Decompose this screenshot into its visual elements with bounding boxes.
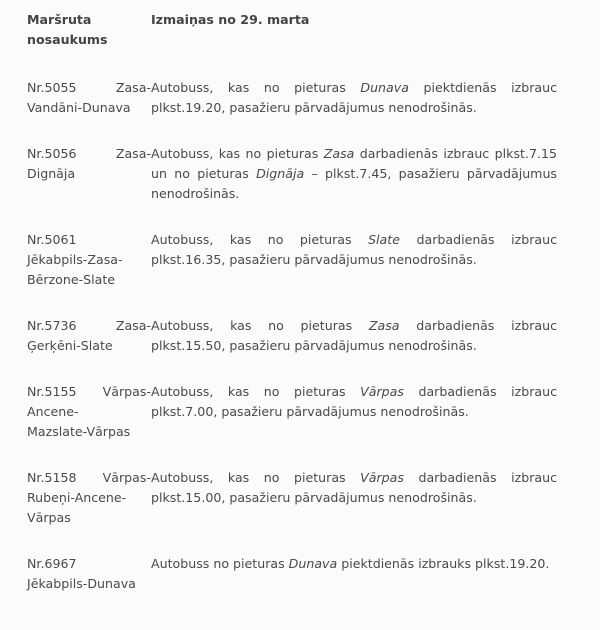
table-row xyxy=(27,78,557,118)
change-description-cell xyxy=(151,468,557,528)
route-changes-table xyxy=(27,10,557,594)
row-spacer xyxy=(27,356,557,382)
description-text: – plkst.7.45, pasažieru pārvadājumus nenodrošinās. xyxy=(151,166,557,201)
table-row xyxy=(27,382,557,442)
route-name-cell xyxy=(27,78,151,118)
route-name-line: Jēkabpils-Dunava xyxy=(27,576,136,591)
header-route-name xyxy=(27,10,151,50)
route-name xyxy=(27,144,151,184)
stop-name: Dunava xyxy=(288,556,338,571)
route-name xyxy=(27,382,151,442)
route-name-cell xyxy=(27,144,151,204)
table-row xyxy=(27,554,557,594)
change-description xyxy=(151,554,557,574)
route-name-line: Jēkabpils-Zasa- xyxy=(27,252,123,267)
route-name-cell xyxy=(27,382,151,442)
description-text: piektdienās izbrauc plkst.19.20, pasažieru pārvadājumus nenodrošinās. xyxy=(151,80,557,115)
stop-name: Slate xyxy=(368,232,400,247)
change-description xyxy=(151,316,557,356)
route-name-line: Nr.6967 xyxy=(27,556,77,571)
route-name xyxy=(27,554,151,594)
change-description xyxy=(151,382,557,422)
header-route-name-line1: Maršruta xyxy=(27,12,92,27)
stop-name: Zasa xyxy=(323,146,355,161)
row-spacer xyxy=(27,442,557,468)
stop-name: Dignāja xyxy=(256,166,305,181)
route-name-line: Ancene- xyxy=(27,404,79,419)
table-row xyxy=(27,144,557,204)
stop-name: Vārpas xyxy=(360,384,404,399)
route-name-line: Nr.5158 Vārpas- xyxy=(27,470,151,485)
row-spacer-cell xyxy=(27,204,557,230)
row-spacer-cell xyxy=(27,290,557,316)
table-row xyxy=(27,316,557,356)
route-name-line: Nr.5155 Vārpas- xyxy=(27,384,151,399)
route-name-cell xyxy=(27,230,151,290)
route-name xyxy=(27,230,151,290)
table-row xyxy=(27,468,557,528)
description-text: Autobuss, kas no pieturas xyxy=(151,146,324,161)
route-name-line: Nr.5061 xyxy=(27,232,77,247)
route-name-line: Dignāja xyxy=(27,166,76,181)
row-spacer-cell xyxy=(27,50,557,78)
route-name-line: Bērzone-Slate xyxy=(27,272,116,287)
route-name xyxy=(27,78,151,118)
description-text: piektdienās izbrauks plkst.19.20. xyxy=(337,556,550,571)
change-description-cell xyxy=(151,554,557,594)
route-name-line: Mazslate-Vārpas xyxy=(27,424,131,439)
row-spacer xyxy=(27,50,557,78)
change-description xyxy=(151,468,557,508)
change-description-cell xyxy=(151,230,557,290)
route-name-line: Vandāni-Dunava xyxy=(27,100,131,115)
stop-name: Zasa xyxy=(368,318,400,333)
row-spacer-cell xyxy=(27,528,557,554)
row-spacer xyxy=(27,528,557,554)
change-description-cell xyxy=(151,382,557,442)
stop-name: Dunava xyxy=(360,80,409,95)
route-name-line: Ģerķēni-Slate xyxy=(27,338,113,353)
route-name-cell xyxy=(27,554,151,594)
route-name-line: Nr.5056 Zasa- xyxy=(27,146,151,161)
table-header-row xyxy=(27,10,557,50)
change-description xyxy=(151,144,557,204)
route-name-cell xyxy=(27,468,151,528)
description-text: darbadienās izbrauc plkst.15.00, pasažieru pārvadājumus nenodrošinās. xyxy=(151,470,557,505)
stop-name: Vārpas xyxy=(360,470,404,485)
description-text: darbadienās izbrauc plkst.7.00, pasažieru pārvadājumus nenodrošinās. xyxy=(151,384,557,419)
route-name xyxy=(27,468,151,528)
row-spacer xyxy=(27,290,557,316)
table-body xyxy=(27,50,557,594)
header-route-name-line2: nosaukums xyxy=(27,32,108,47)
row-spacer xyxy=(27,204,557,230)
route-name-line: Nr.5736 Zasa- xyxy=(27,318,151,333)
description-text: Autobuss, kas no pieturas xyxy=(151,384,361,399)
description-text: darbadienās izbrauc plkst.7.15 un no pieturas xyxy=(151,146,557,181)
row-spacer xyxy=(27,118,557,144)
row-spacer-cell xyxy=(27,118,557,144)
description-text: Autobuss, kas no pieturas xyxy=(151,232,369,247)
description-text: Autobuss, kas no pieturas xyxy=(151,470,361,485)
change-description-cell xyxy=(151,144,557,204)
route-name xyxy=(27,316,151,356)
route-name-line: Nr.5055 Zasa- xyxy=(27,80,151,95)
change-description-cell xyxy=(151,78,557,118)
route-name-line: Rubeņi-Ancene- xyxy=(27,490,127,505)
route-name-cell xyxy=(27,316,151,356)
change-description xyxy=(151,230,557,270)
description-text: Autobuss no pieturas xyxy=(151,556,289,571)
description-text: darbadienās izbrauc plkst.16.35, pasažieru pārvadājumus nenodrošinās. xyxy=(151,232,558,267)
route-name-line: Vārpas xyxy=(27,510,71,525)
change-description xyxy=(151,78,557,118)
table-row xyxy=(27,230,557,290)
row-spacer-cell xyxy=(27,356,557,382)
row-spacer-cell xyxy=(27,442,557,468)
description-text: Autobuss, kas no pieturas xyxy=(151,318,369,333)
header-changes: Izmaiņas no 29. marta xyxy=(151,12,310,27)
change-description-cell xyxy=(151,316,557,356)
description-text: Autobuss, kas no pieturas xyxy=(151,80,361,95)
description-text: darbadienās izbrauc plkst.15.50, pasažieru pārvadājumus nenodrošinās. xyxy=(151,318,557,353)
